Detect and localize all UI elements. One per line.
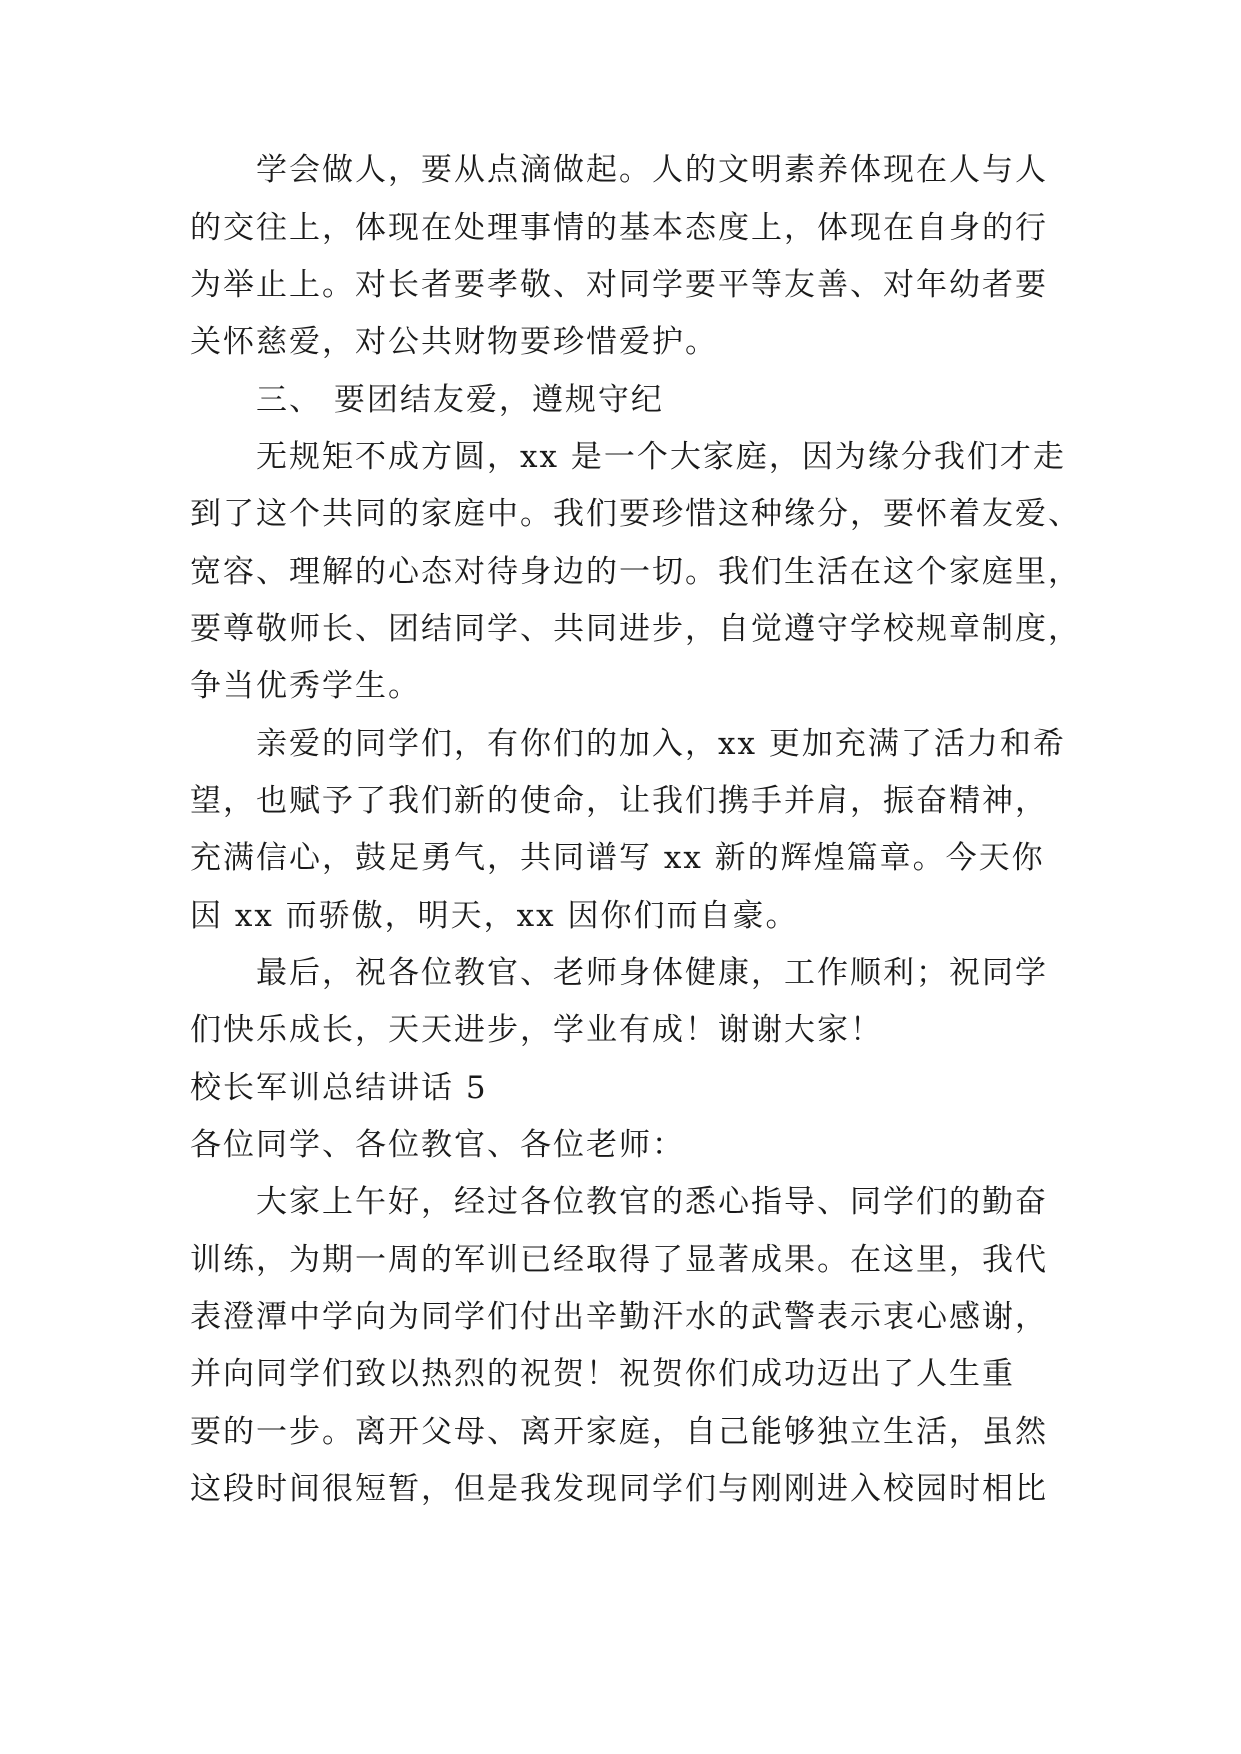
paragraph-line: 要的一步。离开父母、离开家庭，自己能够独立生活，虽然 (190, 1414, 1048, 1450)
paragraph-line: 表澄潭中学向为同学们付出辛勤汗水的武警表示衷心感谢， (190, 1299, 1048, 1335)
salutation: 各位同学、各位教官、各位老师： (190, 1127, 685, 1163)
paragraph-line: 宽容、理解的心态对待身边的一切。我们生活在这个家庭里， (190, 554, 1081, 590)
paragraph-line: 充满信心，鼓足勇气，共同谱写 xx 新的辉煌篇章。今天你 (190, 840, 1045, 876)
paragraph-line: 训练，为期一周的军训已经取得了显著成果。在这里，我代 (190, 1242, 1048, 1278)
paragraph-line: 争当优秀学生。 (190, 668, 421, 704)
paragraph-line: 这段时间很短暂，但是我发现同学们与刚刚进入校园时相比 (190, 1471, 1048, 1507)
paragraph-line: 望，也赋予了我们新的使命，让我们携手并肩，振奋精神， (190, 783, 1048, 819)
paragraph-line: 到了这个共同的家庭中。我们要珍惜这种缘分，要怀着友爱、 (190, 496, 1081, 532)
document-title: 校长军训总结讲话 5 (190, 1070, 488, 1106)
paragraph-line: 关怀慈爱，对公共财物要珍惜爱护。 (190, 324, 718, 360)
paragraph-line: 最后，祝各位教官、老师身体健康，工作顺利；祝同学 (256, 955, 1048, 991)
section-heading: 三、 要团结友爱，遵规守纪 (256, 382, 664, 418)
paragraph-line: 为举止上。对长者要孝敬、对同学要平等友善、对年幼者要 (190, 267, 1048, 303)
paragraph-line: 因 xx 而骄傲，明天，xx 因你们而自豪。 (190, 898, 799, 934)
paragraph-line: 要尊敬师长、团结同学、共同进步，自觉遵守学校规章制度， (190, 611, 1081, 647)
paragraph-line: 学会做人，要从点滴做起。人的文明素养体现在人与人 (256, 152, 1048, 188)
paragraph-line: 大家上午好，经过各位教官的悉心指导、同学们的勤奋 (256, 1184, 1048, 1220)
paragraph-line: 无规矩不成方圆，xx 是一个大家庭，因为缘分我们才走 (256, 439, 1066, 475)
paragraph-line: 们快乐成长，天天进步，学业有成！谢谢大家！ (190, 1012, 883, 1048)
paragraph-line: 的交往上，体现在处理事情的基本态度上，体现在自身的行 (190, 210, 1048, 246)
paragraph-line: 并向同学们致以热烈的祝贺！祝贺你们成功迈出了人生重 (190, 1356, 1015, 1392)
paragraph-line: 亲爱的同学们，有你们的加入，xx 更加充满了活力和希 (256, 726, 1066, 762)
